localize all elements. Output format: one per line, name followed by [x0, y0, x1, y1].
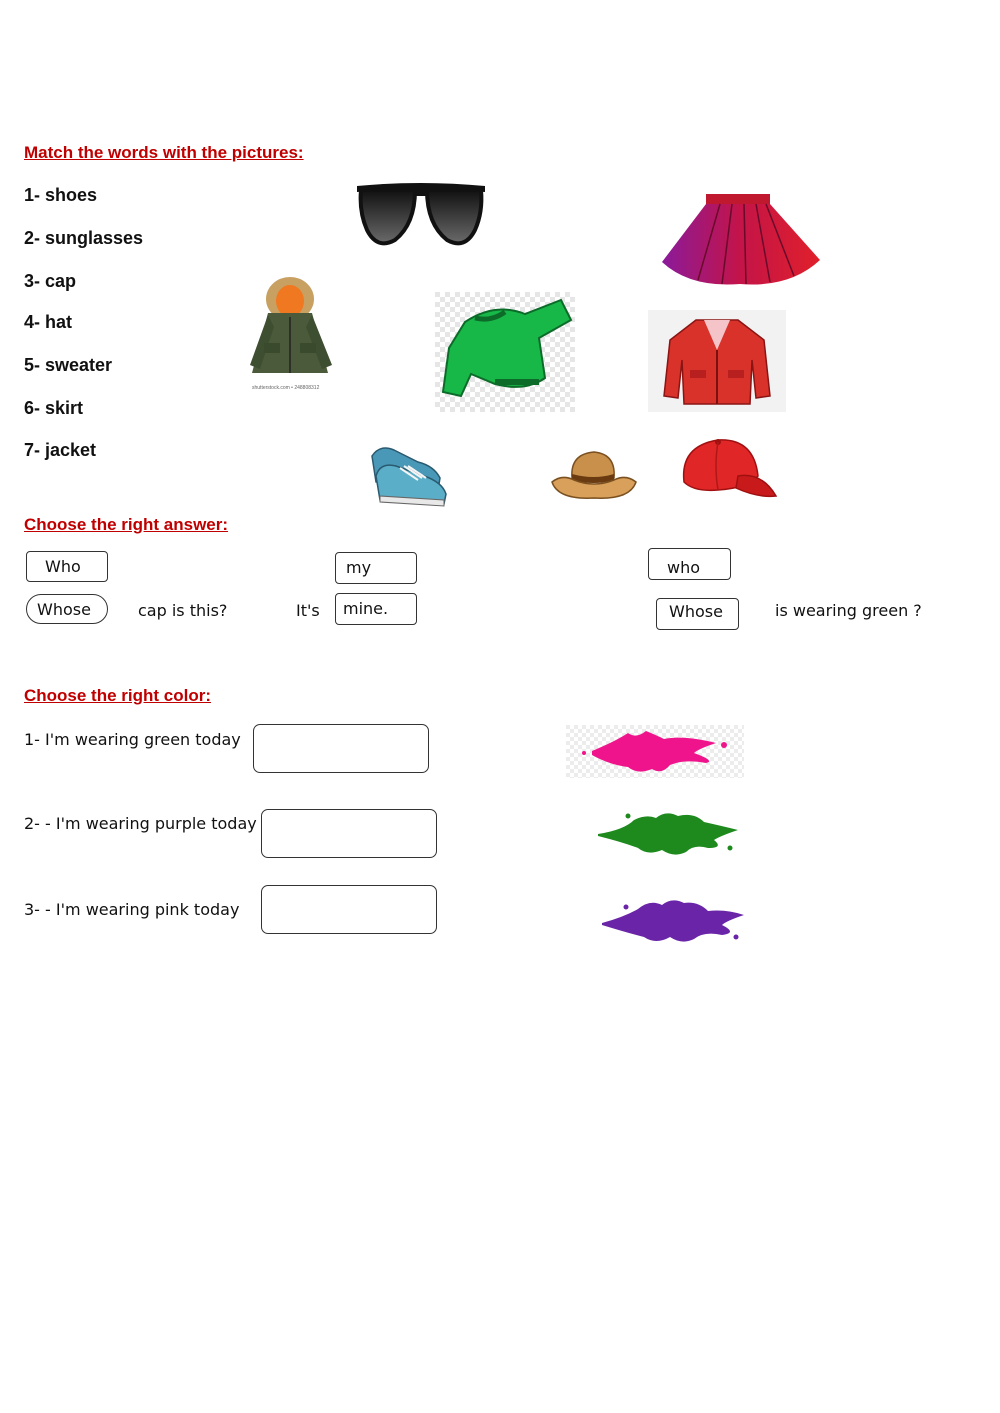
answer-option-who-lower[interactable]: who	[648, 548, 731, 580]
question-2-prefix: It's	[296, 601, 320, 620]
vocab-item-hat: 4- hat	[24, 312, 73, 332]
purple-splat-picture[interactable]	[598, 895, 746, 947]
cap-picture[interactable]	[678, 436, 778, 510]
color-sentence-2: 2- - I'm wearing purple today	[24, 814, 257, 833]
color-answer-box-3[interactable]	[261, 885, 437, 934]
shoes-picture[interactable]	[368, 436, 448, 508]
sweater-picture[interactable]	[435, 292, 575, 412]
vocab-item-jacket: 7- jacket	[24, 440, 97, 460]
vocab-item-skirt: 6- skirt	[24, 398, 84, 418]
hat-picture[interactable]	[550, 448, 638, 508]
answer-option-my[interactable]: my	[335, 552, 417, 584]
vocab-item-sunglasses: 2- sunglasses	[24, 228, 144, 248]
jacket-picture[interactable]	[648, 310, 786, 412]
color-answer-box-2[interactable]	[261, 809, 437, 858]
sunglasses-picture[interactable]	[355, 180, 487, 250]
color-sentence-1: 1- I'm wearing green today	[24, 730, 241, 749]
color-answer-box-1[interactable]	[253, 724, 429, 773]
vocab-item-shoes: 1- shoes	[24, 185, 98, 205]
answer-option-who[interactable]: Who	[26, 551, 108, 582]
parka-picture[interactable]	[242, 275, 338, 387]
choose-answer-heading: Choose the right answer:	[24, 515, 229, 534]
match-heading: Match the words with the pictures:	[24, 143, 304, 162]
pink-splat-picture[interactable]	[566, 725, 744, 778]
green-splat-picture[interactable]	[594, 808, 742, 860]
parka-caption: shutterstock.com • 248808312	[252, 385, 320, 391]
answer-option-whose[interactable]: Whose	[26, 594, 108, 624]
skirt-picture[interactable]	[660, 192, 822, 290]
question-1-text: cap is this?	[138, 601, 228, 620]
color-sentence-3: 3- - I'm wearing pink today	[24, 900, 240, 919]
choose-color-heading: Choose the right color:	[24, 686, 211, 705]
answer-option-mine[interactable]: mine.	[335, 593, 417, 625]
question-3-text: is wearing green ?	[775, 601, 922, 620]
answer-option-whose-2[interactable]: Whose	[656, 598, 739, 630]
vocab-item-cap: 3- cap	[24, 271, 77, 291]
vocab-item-sweater: 5- sweater	[24, 355, 113, 375]
